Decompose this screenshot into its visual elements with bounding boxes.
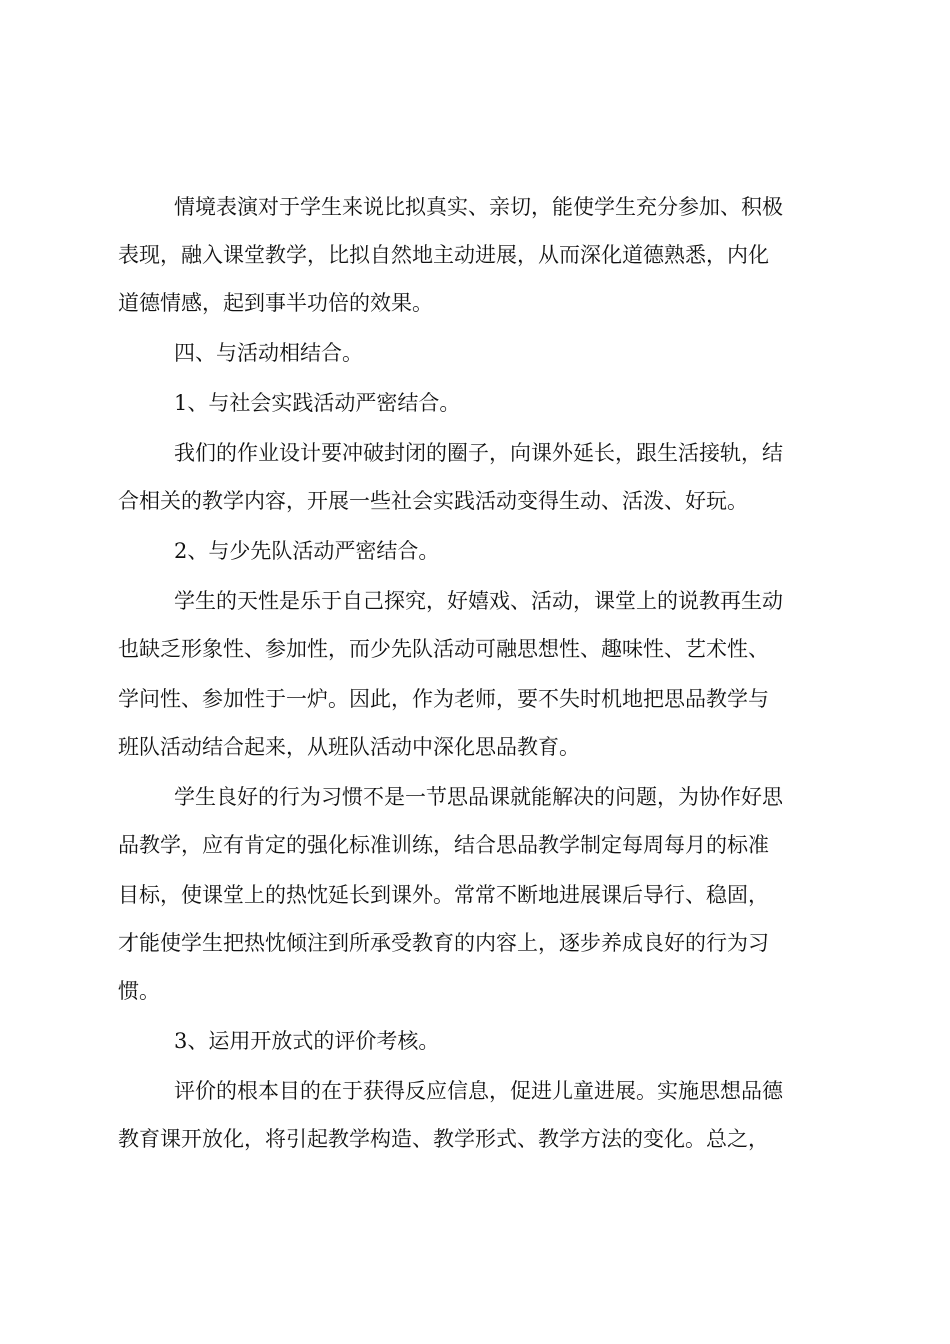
subheading-1: 1、与社会实践活动严密结合。 [174,391,461,415]
paragraph-4-line-5: 惯。 [118,979,160,1003]
paragraph-3-line-2: 也缺乏形象性、参加性，而少先队活动可融思想性、趣味性、艺术性、 [118,637,769,661]
paragraph-5-line-2: 教育课开放化，将引起教学构造、教学形式、教学方法的变化。总之， [118,1127,769,1151]
paragraph-1-line-2: 表现，融入课堂教学，比拟自然地主动进展，从而深化道德熟悉，内化 [118,243,769,267]
section-heading-4: 四、与活动相结合。 [174,341,363,365]
paragraph-3-line-4: 班队活动结合起来，从班队活动中深化思品教育。 [118,735,580,759]
paragraph-3-line-1: 学生的天性是乐于自己探究，好嬉戏、活动，课堂上的说教再生动 [174,589,783,613]
paragraph-5-line-1: 评价的根本目的在于获得反应信息，促进儿童进展。实施思想品德 [174,1079,783,1103]
paragraph-4-line-4: 才能使学生把热忱倾注到所承受教育的内容上，逐步养成良好的行为习 [118,931,769,955]
subheading-2: 2、与少先队活动严密结合。 [174,539,440,563]
paragraph-1-line-1: 情境表演对于学生来说比拟真实、亲切，能使学生充分参加、积极 [174,195,783,219]
paragraph-3-line-3: 学问性、参加性于一炉。因此，作为老师，要不失时机地把思品教学与 [118,687,769,711]
paragraph-2-line-1: 我们的作业设计要冲破封闭的圈子，向课外延长，跟生活接轨，结 [174,441,783,465]
paragraph-1-line-3: 道德情感，起到事半功倍的效果。 [118,291,433,315]
paragraph-2-line-2: 合相关的教学内容，开展一些社会实践活动变得生动、活泼、好玩。 [118,489,748,513]
subheading-3: 3、运用开放式的评价考核。 [174,1029,440,1053]
paragraph-4-line-2: 品教学，应有肯定的强化标准训练，结合思品教学制定每周每月的标准 [118,833,769,857]
paragraph-4-line-1: 学生良好的行为习惯不是一节思品课就能解决的问题，为协作好思 [174,785,783,809]
paragraph-4-line-3: 目标，使课堂上的热忱延长到课外。常常不断地进展课后导行、稳固， [118,883,769,907]
